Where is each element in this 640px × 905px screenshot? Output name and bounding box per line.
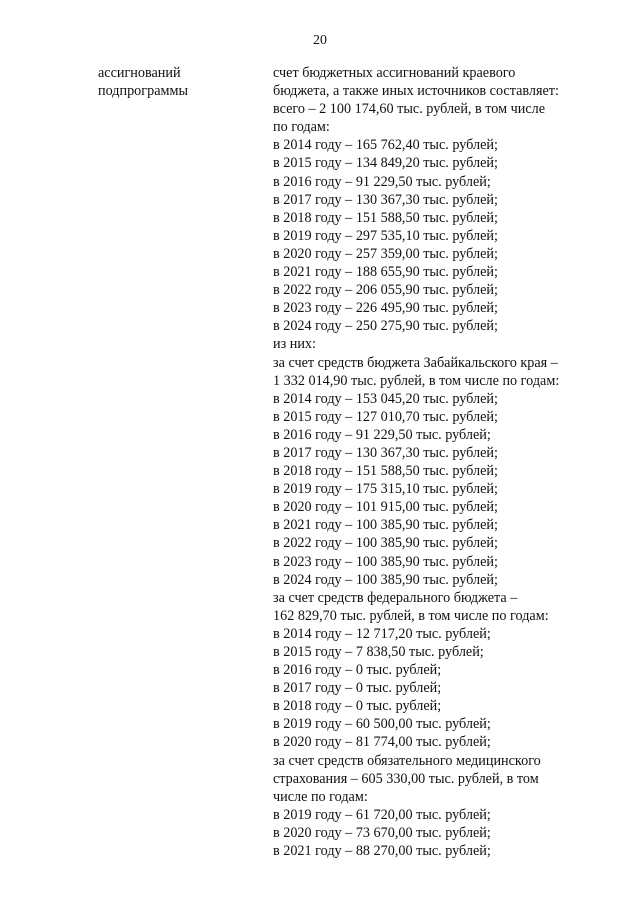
text-line: в 2020 году – 257 359,00 тыс. рублей; <box>273 245 498 262</box>
text-line: числе по годам: <box>273 788 368 805</box>
text-line: в 2024 году – 250 275,90 тыс. рублей; <box>273 318 498 335</box>
text-line: всего – 2 100 174,60 тыс. рублей, в том числе <box>273 101 546 118</box>
text-line: бюджета, а также иных источников составляет: <box>273 83 559 100</box>
text-line: за счет средств федерального бюджета – <box>273 589 518 606</box>
text-line: за счет средств бюджета Забайкальского края – <box>273 354 558 371</box>
text-line: в 2021 году – 100 385,90 тыс. рублей; <box>273 517 498 534</box>
text-line: из них: <box>273 336 316 353</box>
text-line: в 2021 году – 188 655,90 тыс. рублей; <box>273 264 498 281</box>
row-label-line: подпрограммы <box>98 83 188 99</box>
text-line: страхования – 605 330,00 тыс. рублей, в том <box>273 770 539 787</box>
text-line: в 2018 году – 0 тыс. рублей; <box>273 698 442 715</box>
text-line: в 2019 году – 60 500,00 тыс. рублей; <box>273 716 491 733</box>
row-label-line: ассигнований <box>98 65 181 81</box>
text-line: в 2020 году – 73 670,00 тыс. рублей; <box>273 824 491 841</box>
text-line: по годам: <box>273 119 330 136</box>
text-line: в 2018 году – 151 588,50 тыс. рублей; <box>273 463 498 480</box>
funding-text-block <box>273 64 603 860</box>
text-line: в 2022 году – 100 385,90 тыс. рублей; <box>273 535 498 552</box>
text-line: за счет средств обязательного медицинского <box>273 752 541 769</box>
text-line: в 2016 году – 91 229,50 тыс. рублей; <box>273 426 491 443</box>
text-line: в 2022 году – 206 055,90 тыс. рублей; <box>273 282 498 299</box>
text-line: в 2016 году – 0 тыс. рублей; <box>273 662 442 679</box>
text-line: в 2015 году – 127 010,70 тыс. рублей; <box>273 408 498 425</box>
text-line: в 2015 году – 134 849,20 тыс. рублей; <box>273 155 498 172</box>
text-line: в 2020 году – 101 915,00 тыс. рублей; <box>273 499 498 516</box>
text-line: в 2017 году – 130 367,30 тыс. рублей; <box>273 444 498 461</box>
text-line: в 2017 году – 130 367,30 тыс. рублей; <box>273 191 498 208</box>
text-line: в 2014 году – 165 762,40 тыс. рублей; <box>273 137 498 154</box>
text-line: в 2015 году – 7 838,50 тыс. рублей; <box>273 644 484 660</box>
text-line: в 2019 году – 61 720,00 тыс. рублей; <box>273 806 491 823</box>
text-line: в 2019 году – 297 535,10 тыс. рублей; <box>273 227 498 244</box>
text-line: в 2018 году – 151 588,50 тыс. рублей; <box>273 209 498 226</box>
text-line: в 2016 году – 91 229,50 тыс. рублей; <box>273 173 491 190</box>
text-line: в 2014 году – 153 045,20 тыс. рублей; <box>273 390 498 407</box>
text-line: в 2021 году – 88 270,00 тыс. рублей; <box>273 843 491 860</box>
text-line: счет бюджетных ассигнований краевого <box>273 65 516 81</box>
row-label <box>98 64 248 100</box>
text-line: в 2023 году – 100 385,90 тыс. рублей; <box>273 553 498 570</box>
text-line: в 2020 году – 81 774,00 тыс. рублей; <box>273 734 491 751</box>
text-line: 1 332 014,90 тыс. рублей, в том числе по годам: <box>273 372 560 389</box>
text-line: в 2017 году – 0 тыс. рублей; <box>273 680 442 697</box>
text-line: в 2024 году – 100 385,90 тыс. рублей; <box>273 571 498 588</box>
text-line: в 2019 году – 175 315,10 тыс. рублей; <box>273 481 498 498</box>
text-line: в 2014 году – 12 717,20 тыс. рублей; <box>273 625 491 642</box>
text-line: в 2023 году – 226 495,90 тыс. рублей; <box>273 300 498 317</box>
page-number: 20 <box>313 33 327 48</box>
text-line: 162 829,70 тыс. рублей, в том числе по годам: <box>273 607 549 624</box>
